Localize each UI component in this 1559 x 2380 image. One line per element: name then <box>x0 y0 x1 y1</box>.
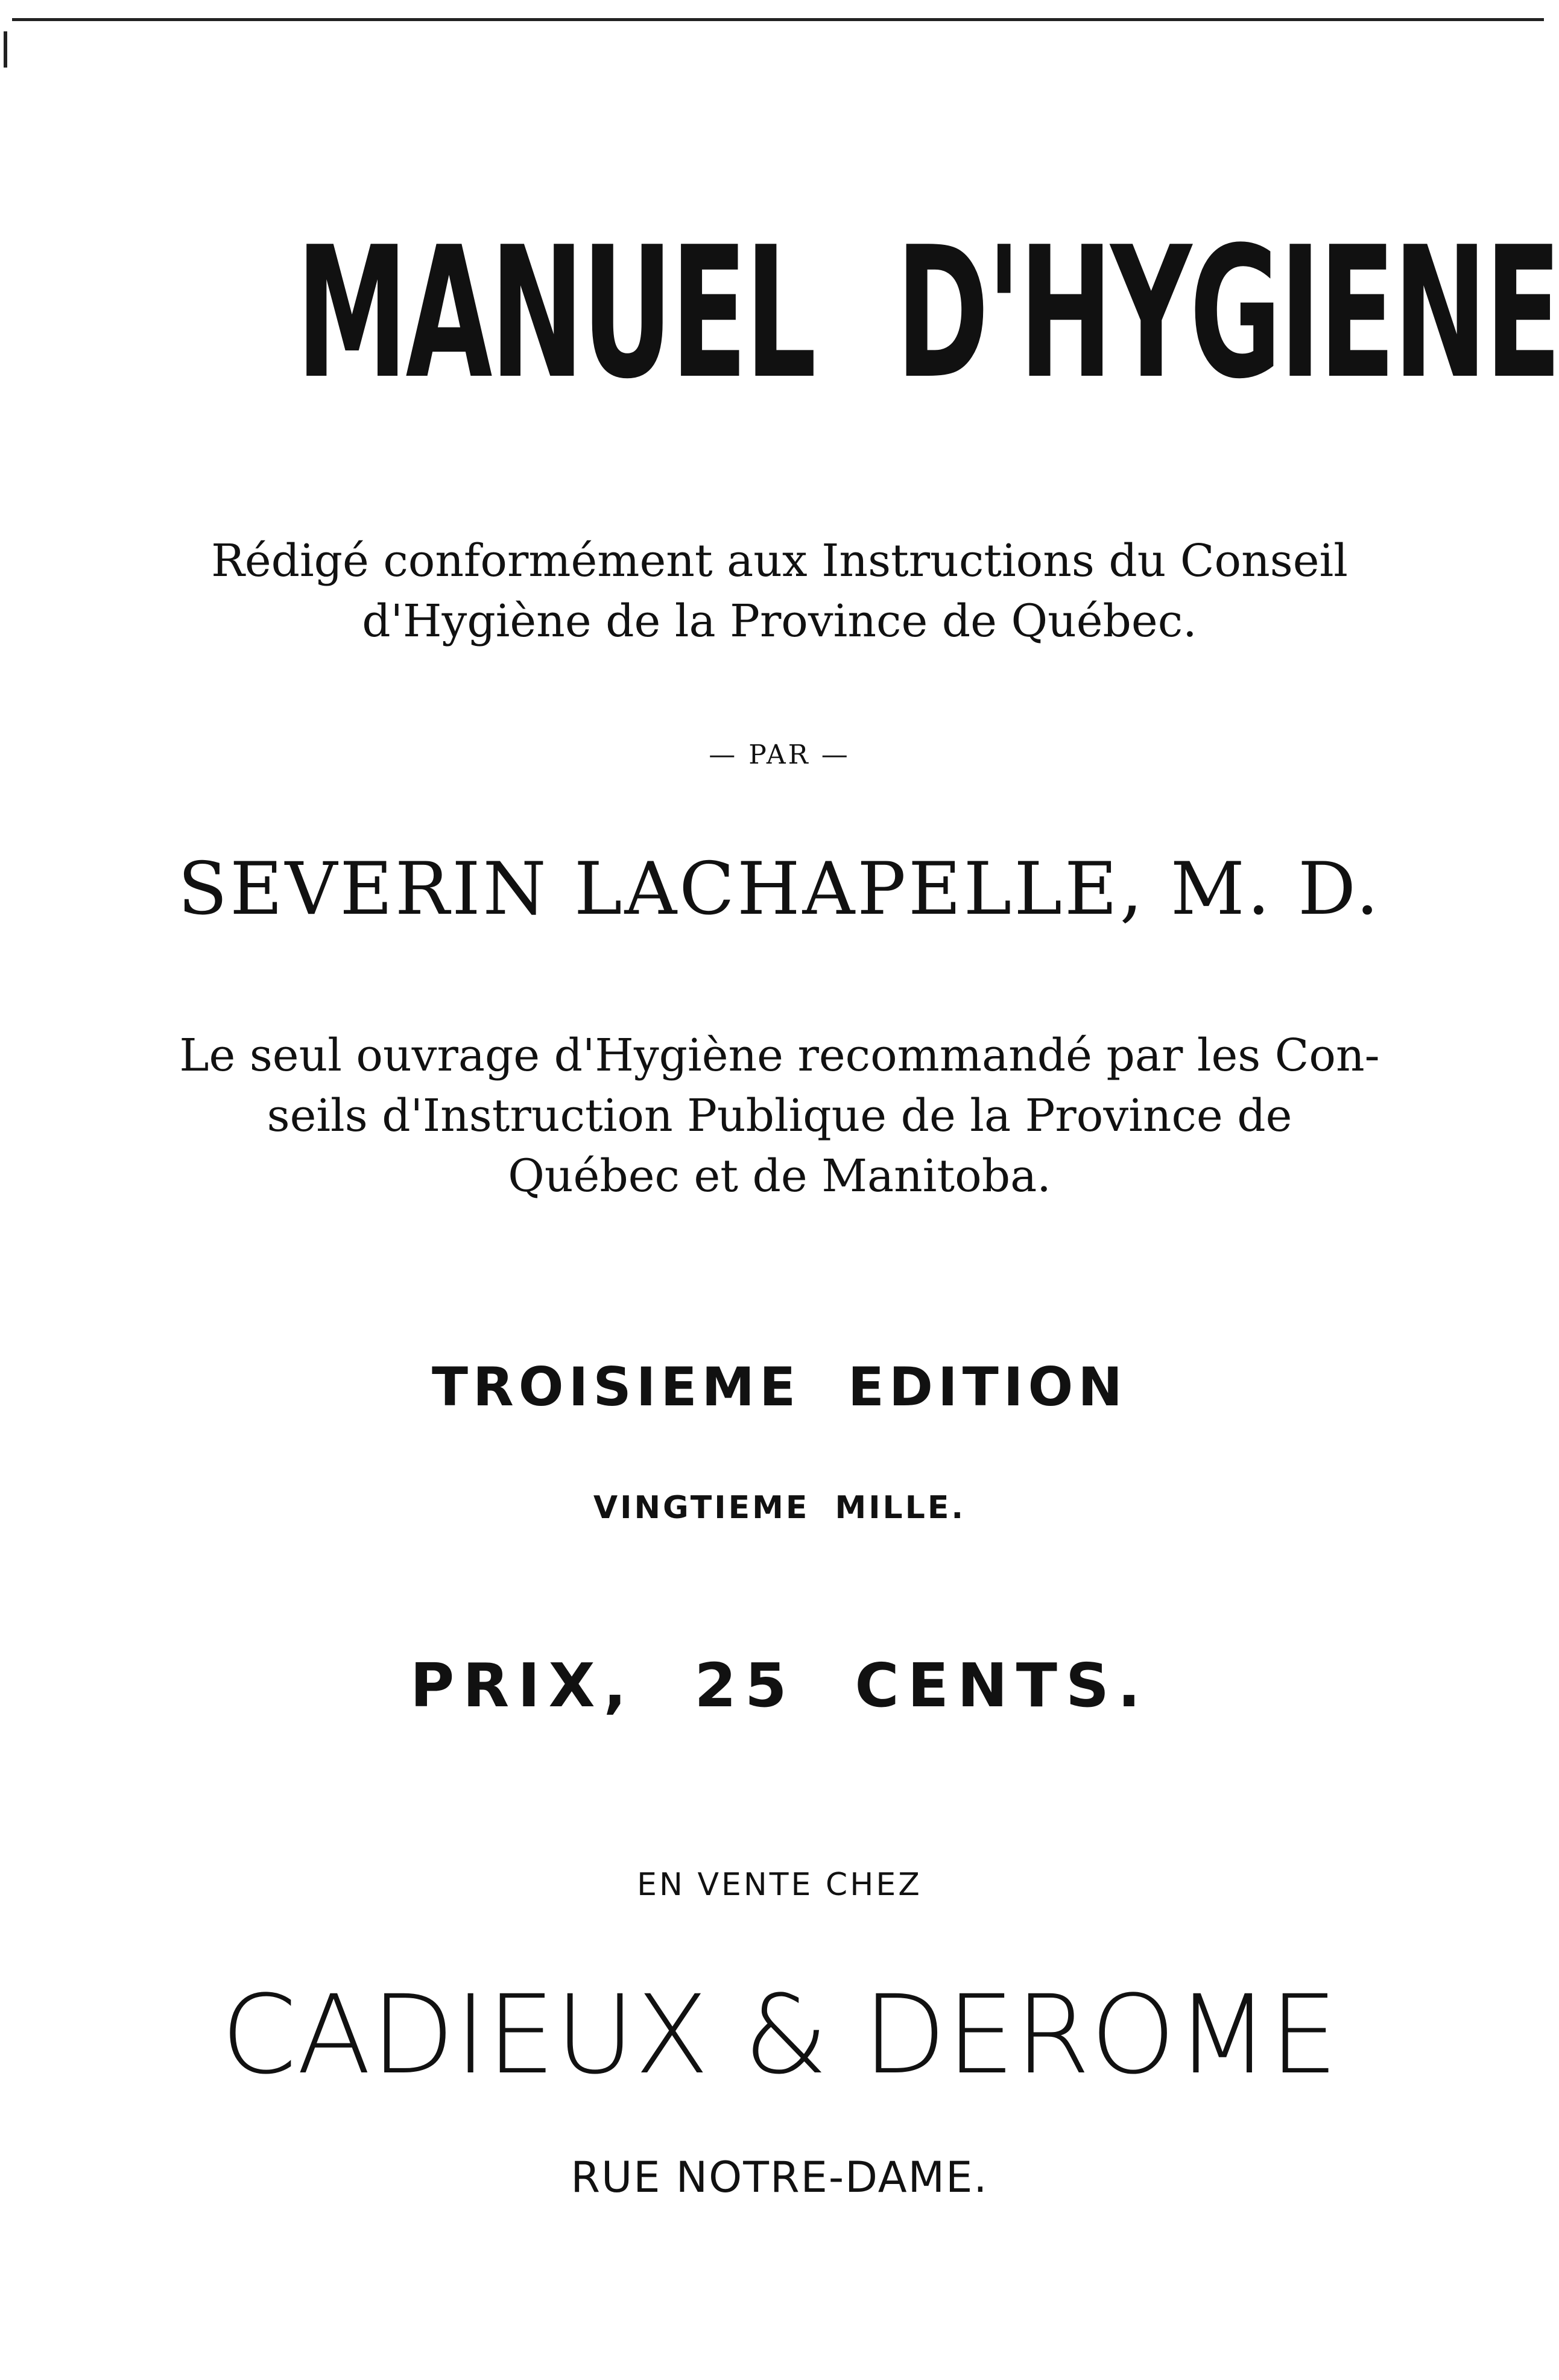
byline: — PAR — <box>709 739 850 770</box>
corner-mark <box>4 31 7 68</box>
subtitle-line-1: Rédigé conformément aux Instructions du Conseil <box>211 535 1348 587</box>
subtitle-line-2: d'Hygiène de la Province de Québec. <box>362 595 1197 647</box>
printing-label: VINGTIEME MILLE. <box>593 1490 966 1526</box>
subtitle <box>0 531 1559 651</box>
recommendation-line-1: Le seul ouvrage d'Hygiène recommandé par les Con- <box>179 1030 1380 1081</box>
price-label: PRIX, 25 CENTS. <box>410 1650 1149 1721</box>
recommendation-line-3: Québec et de Manitoba. <box>508 1150 1051 1202</box>
edition-label: TROISIEME EDITION <box>431 1356 1128 1418</box>
publisher-name: CADIEUX & DEROME <box>221 1972 1338 2098</box>
publisher-address: RUE NOTRE-DAME. <box>571 2153 988 2202</box>
top-border-rule <box>12 18 1544 21</box>
sale-notice: EN VENTE CHEZ <box>637 1867 922 1903</box>
book-title: MANUEL D'HYGIENE <box>296 208 1559 419</box>
recommendation-line-2: seils d'Instruction Publique de la Province de <box>267 1090 1292 1142</box>
recommendation-text <box>0 1025 1559 1206</box>
author-name: SEVERIN LACHAPELLE, M. D. <box>177 847 1382 931</box>
